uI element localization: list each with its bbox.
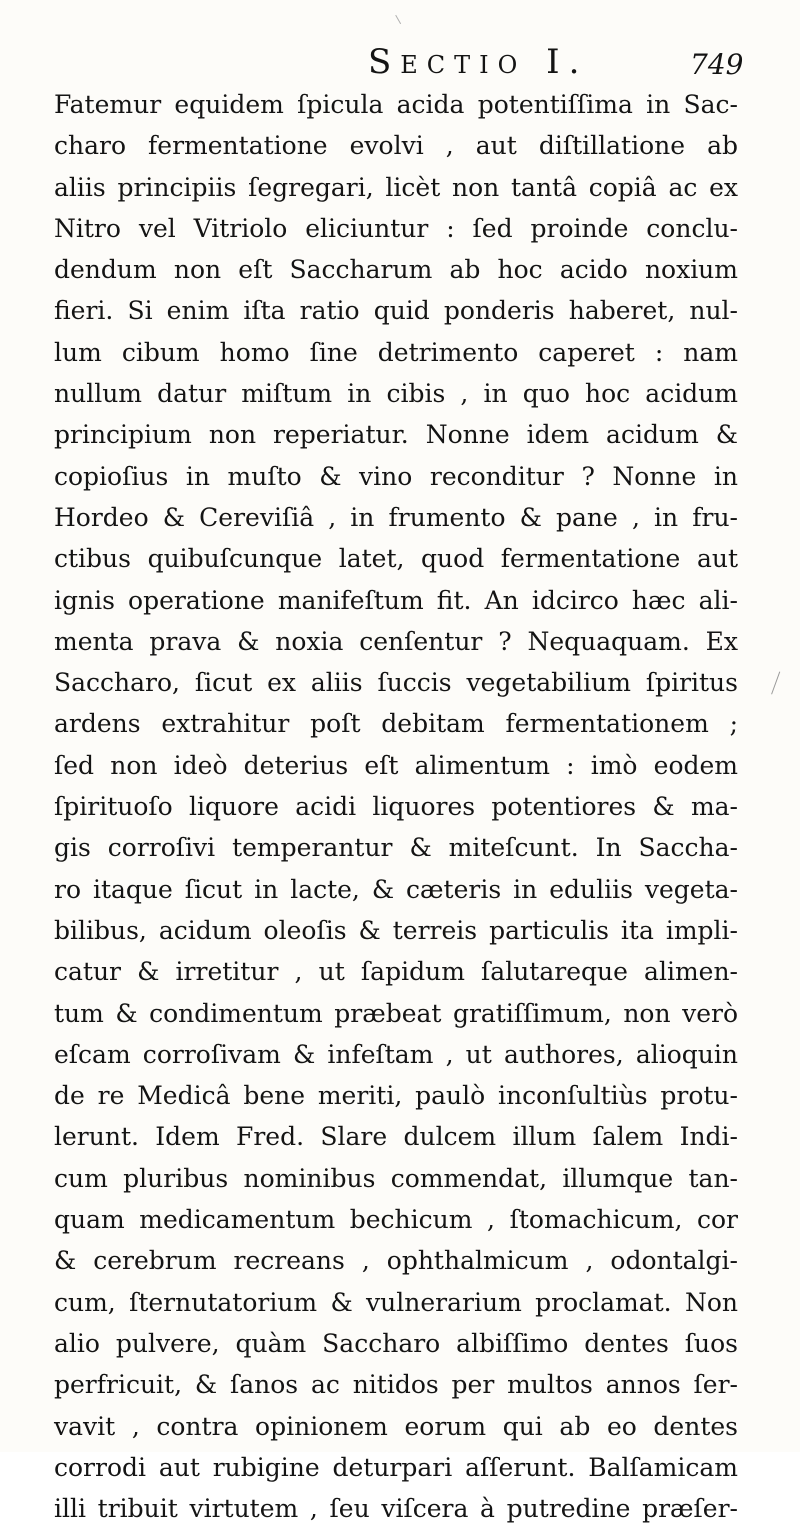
text-line: Fatemur equidem ſpicula acida potentiſſima in Sac- [54,90,738,119]
text-line: menta prava & noxia cenſentur ? Nequaquam. Ex [54,626,738,656]
text-line: Saccharo, ſicut ex aliis ſuccis vegetabilium ſpiritus [54,668,738,698]
text-line: cum, ſternutatorium & vulnerarium proclamat. Non [54,1287,738,1317]
margin-mark [771,672,786,697]
text-line: aliis principiis ſegregari, licèt non tantâ copiâ ac ex [54,172,738,202]
section-title: Sectio I. [368,42,589,82]
text-line: lum cibum homo ſine detrimento caperet : nam [54,337,738,367]
pen-mark [395,10,410,24]
text-line: ignis operatione manifeſtum fit. An idcirco hæc ali- [54,585,738,615]
text-line: fieri. Si enim iſta ratio quid ponderis haberet, nul- [54,296,738,326]
text-line: Nitro vel Vitriolo eliciuntur : ſed proinde conclu- [54,213,738,243]
text-line: corrodi aut rubigine deturpari aſſerunt. Balſamicam [54,1452,738,1482]
text-line: ro itaque ſicut in lacte, & cæteris in eduliis vegeta- [54,874,738,904]
text-line: catur & irretitur , ut ſapidum ſalutareque alimen- [54,957,738,987]
text-line: Hordeo & Cereviſiâ , in frumento & pane , in fru- [54,502,738,532]
text-line: vavit , contra opinionem eorum qui ab eo dentes [54,1411,738,1441]
text-line: gis corroſivi temperantur & miteſcunt. In Saccha- [54,833,738,863]
text-line: cum pluribus nominibus commendat, illumque tan- [54,1163,738,1193]
body-text [54,84,738,1529]
text-line: dendum non eſt Saccharum ab hoc acido noxium [54,255,738,285]
text-line: quam medicamentum bechicum , ſtomachicum, cor [54,1205,738,1235]
text-line: ſpirituoſo liquore acidi liquores potentiores & ma- [54,792,738,822]
text-line: ſed non ideò deterius eſt alimentum : imò eodem [54,750,738,780]
running-head [0,42,800,82]
text-line: alio pulvere, quàm Saccharo albiſſimo dentes ſuos [54,1328,738,1358]
text-line: illi tribuit virtutem , ſeu viſcera à putredine præſer- [54,1494,738,1524]
text-line: nullum datur miſtum in cibis , in quo hoc acidum [54,379,738,409]
text-line: perfricuit, & ſanos ac nitidos per multos annos ſer- [54,1370,738,1400]
text-line: lerunt. Idem Fred. Slare dulcem illum ſalem Indi- [54,1122,738,1152]
page-number: 749 [690,48,744,81]
text-line: ardens extrahitur poſt debitam fermentationem ; [54,709,738,739]
text-line: principium non reperiatur. Nonne idem acidum & [54,420,738,450]
text-line: charo fermentatione evolvi , aut diſtillatione ab [54,131,738,161]
text-line: tum & condimentum præbeat gratiſſimum, non verò [54,998,738,1028]
text-line: eſcam corroſivam & infeſtam , ut authores, alioquin [54,1039,738,1069]
text-line: copioſius in muſto & vino reconditur ? Nonne in [54,461,738,491]
text-line: ctibus quibuſcunque latet, quod fermentatione aut [54,544,738,574]
text-line: de re Medicâ bene meriti, paulò inconſultiùs protu- [54,1081,738,1111]
text-line: & cerebrum recreans , ophthalmicum , odontalgi- [54,1246,738,1276]
text-line: bilibus, acidum oleoſis & terreis particulis ita impli- [54,915,738,945]
